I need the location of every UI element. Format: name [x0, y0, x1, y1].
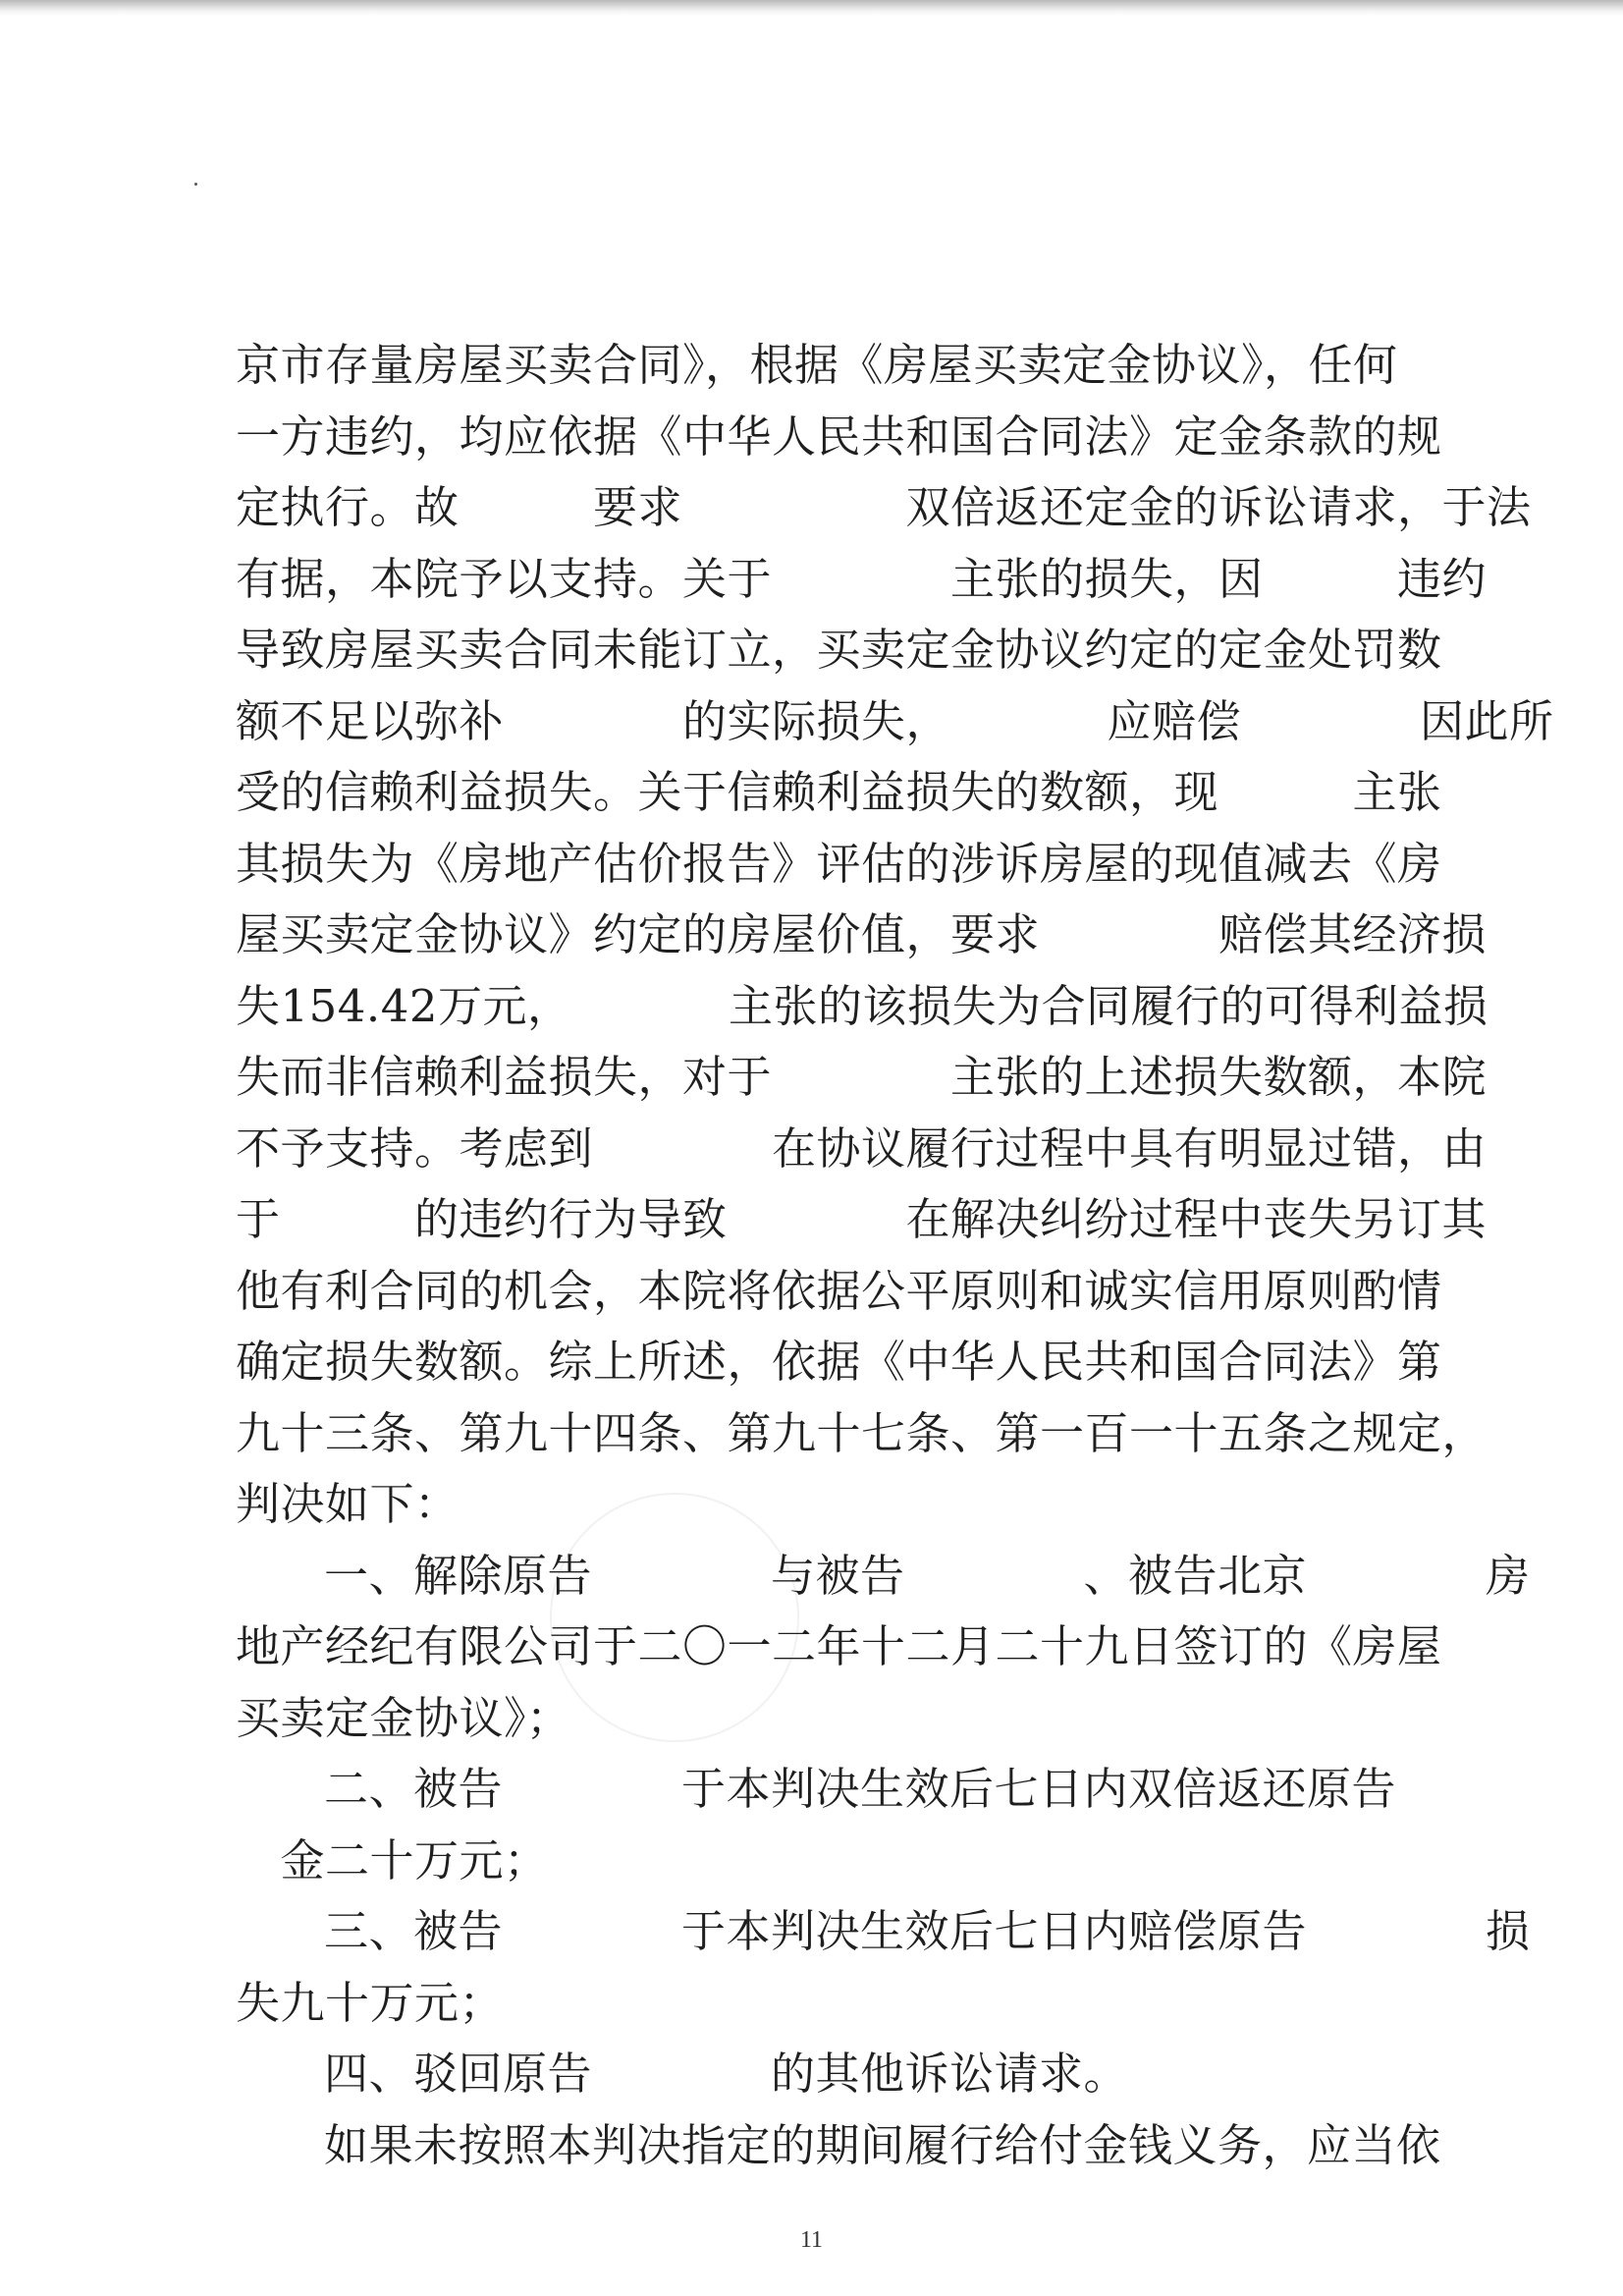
- body-line: 失而非信赖利益损失，对于 主张的上述损失数额，本院: [236, 1051, 1488, 1103]
- body-line: 一方违约，均应依据《中华人民共和国合同法》定金条款的规: [236, 410, 1442, 463]
- body-line: 有据，本院予以支持。关于 主张的损失，因 违约: [236, 552, 1488, 605]
- body-line: 定执行。故 要求 双倍返还定金的诉讼请求，于法: [236, 481, 1532, 533]
- body-line: 其损失为《房地产估价报告》评估的涉诉房屋的现值减去《房: [236, 837, 1442, 890]
- judgment-heading-line: 判决如下：: [236, 1478, 460, 1530]
- body-line: 受的信赖利益损失。关于信赖利益损失的数额，现 主张: [236, 766, 1442, 818]
- body-line: 九十三条、第九十四条、第九十七条、第一百一十五条之规定，: [236, 1406, 1488, 1459]
- body-line: 于 的违约行为导致 在解决纠纷过程中丧失另订其: [236, 1193, 1488, 1245]
- judgment-item-4: 四、驳回原告 的其他诉讼请求。: [324, 2048, 1129, 2100]
- body-line: 京市存量房屋买卖合同》，根据《房屋买卖定金协议》，任何: [236, 339, 1398, 391]
- page-number: 11: [799, 2227, 824, 2253]
- body-line: 地产经纪有限公司于二〇一二年十二月二十九日签订的《房屋: [236, 1620, 1442, 1672]
- body-line: 买卖定金协议》；: [236, 1691, 571, 1744]
- scan-speck: [194, 183, 197, 186]
- judgment-item-3: 三、被告 于本判决生效后七日内赔偿原告 损: [324, 1905, 1531, 1957]
- body-line: 额不足以弥补 的实际损失， 应赔偿 因此所: [236, 694, 1554, 747]
- body-line: 屋买卖定金协议》约定的房屋价值，要求 赔偿其经济损: [236, 908, 1488, 960]
- body-line: 他有利合同的机会，本院将依据公平原则和诚实信用原则酌情: [236, 1264, 1442, 1317]
- judgment-item-2: 二、被告 于本判决生效后七日内双倍返还原告: [324, 1763, 1397, 1815]
- body-line: 失九十万元；: [236, 1976, 505, 2029]
- body-line: 失154.42万元， 主张的该损失为合同履行的可得利益损: [236, 979, 1488, 1032]
- body-line: 金二十万元；: [236, 1833, 549, 1886]
- judgment-body: [236, 330, 1554, 2181]
- scan-top-edge: [0, 0, 1623, 16]
- body-line: 不予支持。考虑到 在协议履行过程中具有明显过错，由: [236, 1121, 1488, 1175]
- enforcement-notice-line: 如果未按照本判决指定的期间履行给付金钱义务，应当依: [324, 2118, 1441, 2171]
- body-line: 导致房屋买卖合同未能订立，买卖定金协议约定的定金处罚数: [236, 624, 1442, 676]
- body-line: 确定损失数额。综上所述，依据《中华人民共和国合同法》第: [236, 1336, 1442, 1388]
- judgment-item-1: 一、解除原告 与被告 、被告北京 房: [324, 1549, 1531, 1602]
